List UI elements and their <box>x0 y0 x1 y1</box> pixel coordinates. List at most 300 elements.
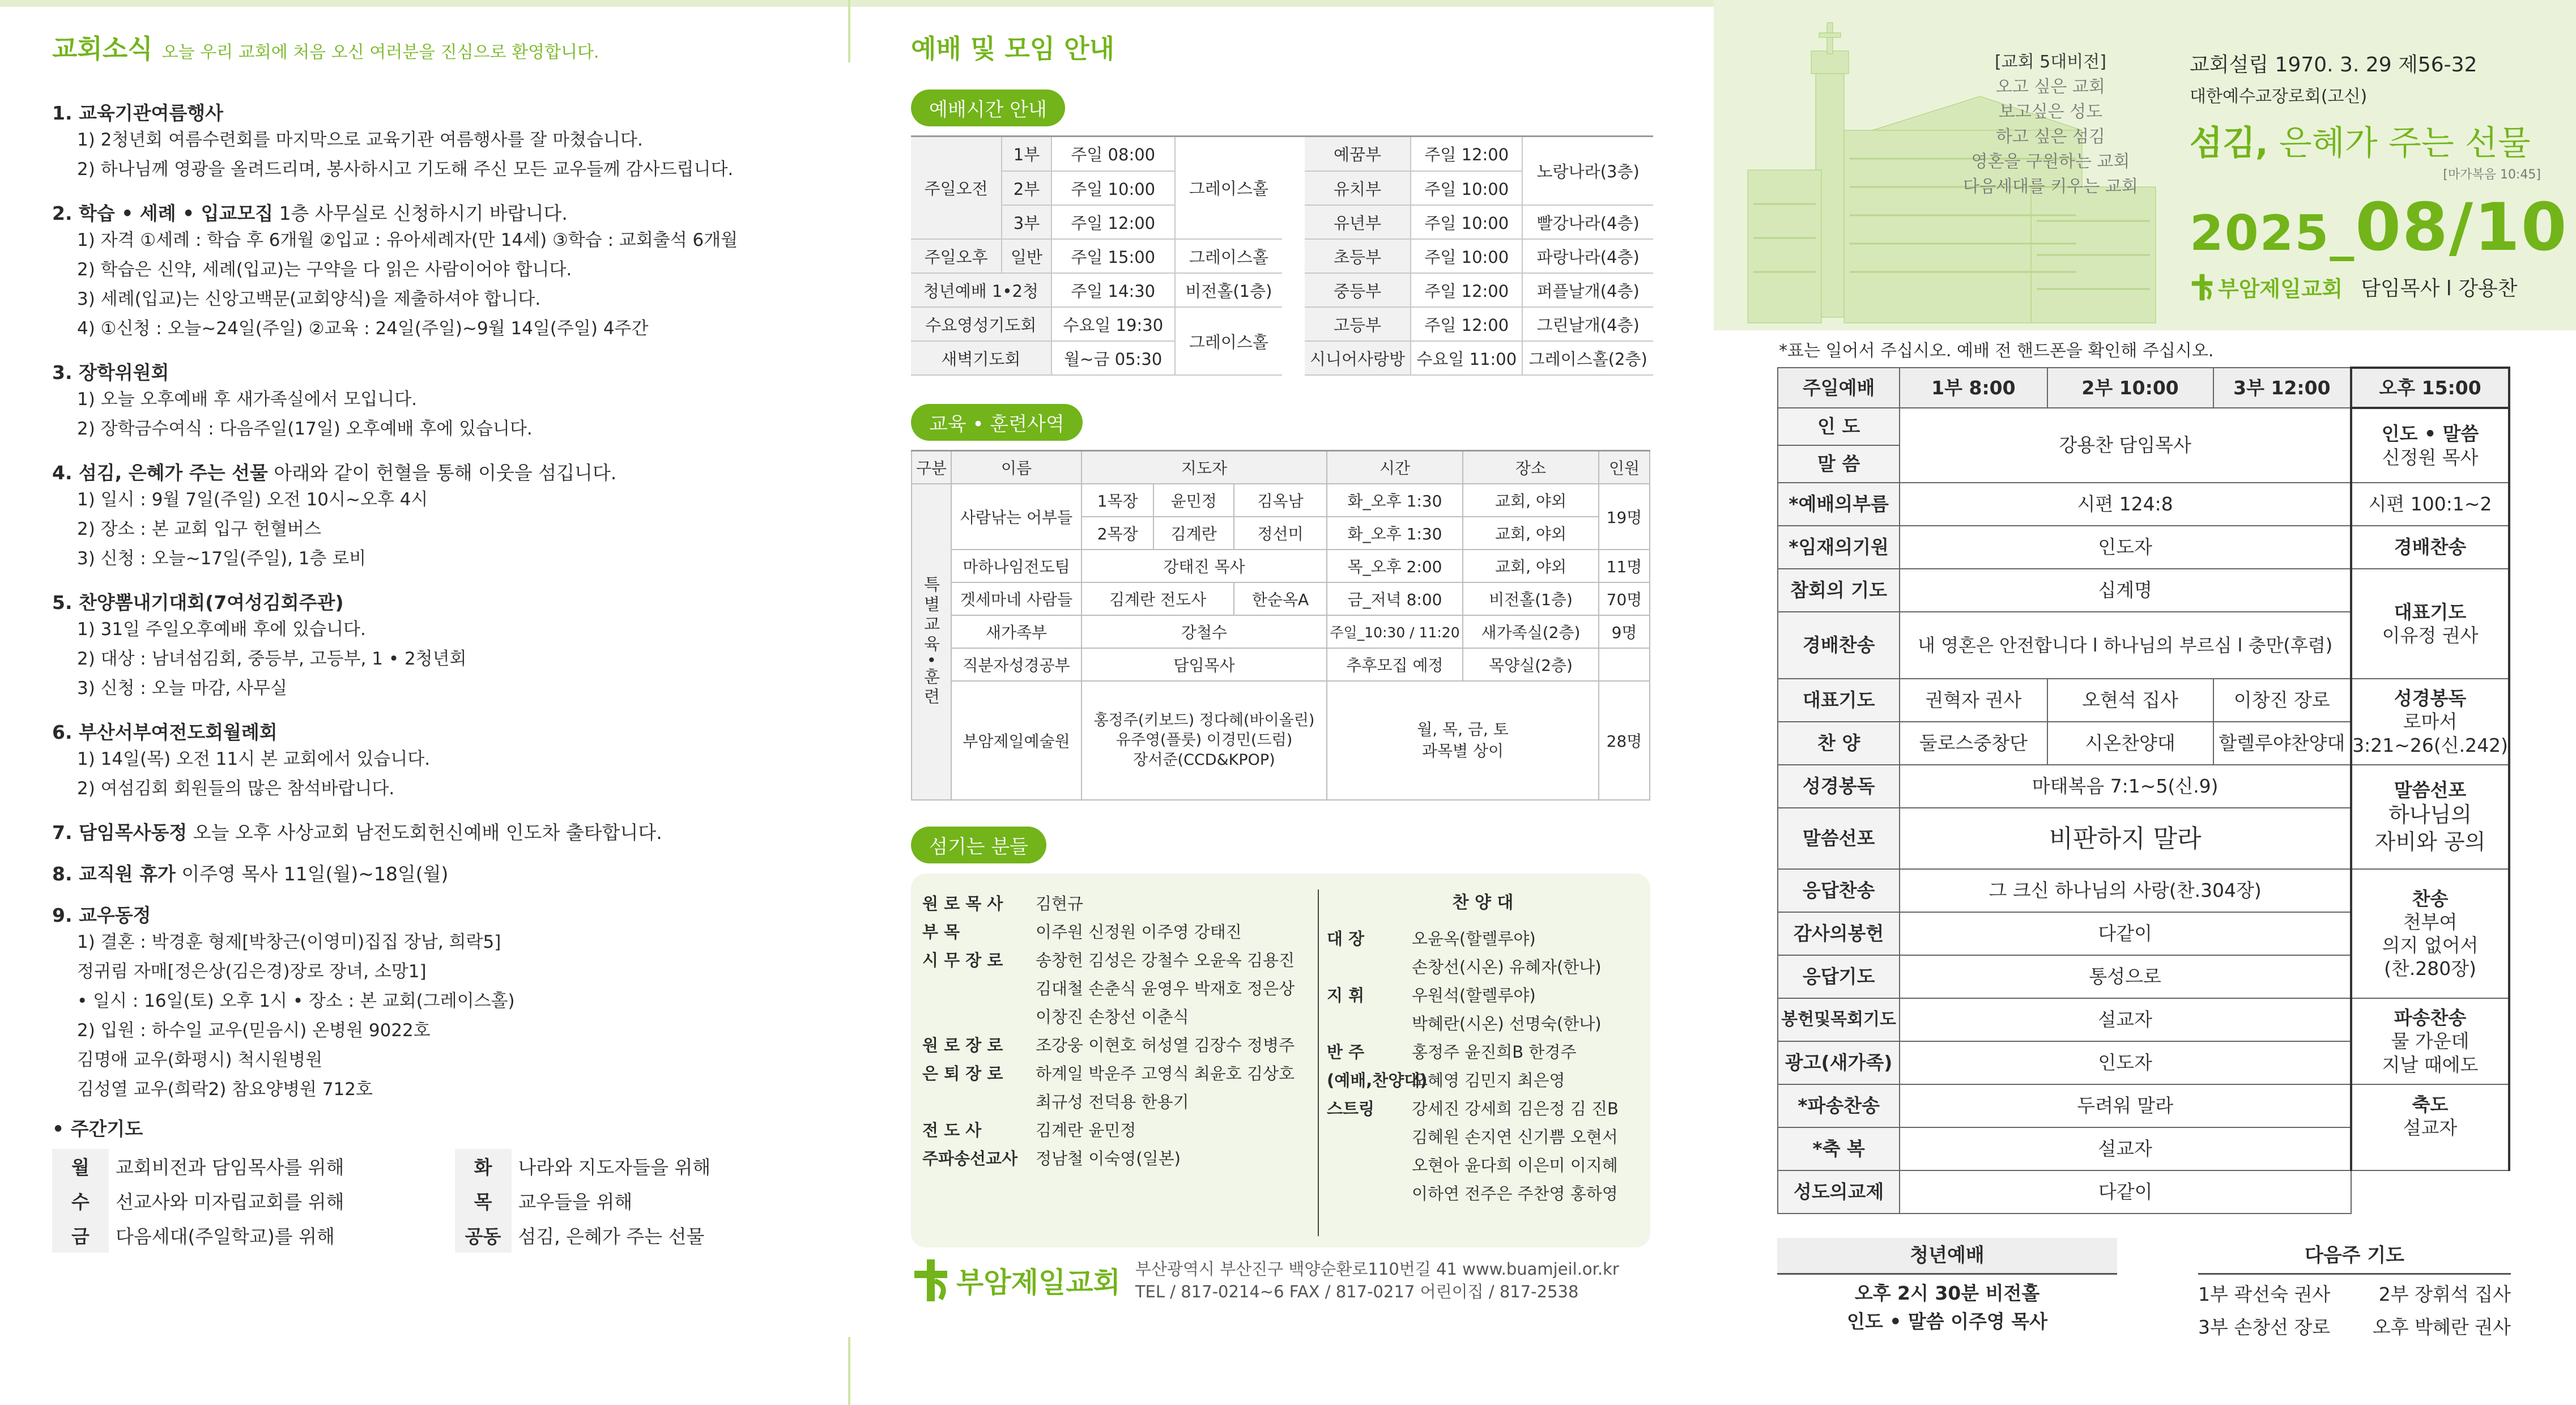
order-value: 그 크신 하나님의 사랑(찬.304장) <box>1900 869 2351 912</box>
news-item-heading <box>52 458 806 485</box>
dept-name: 초등부 <box>1305 239 1411 273</box>
news-line: 1) 2청년회 여름수련회를 마지막으로 교육기관 여름행사를 잘 마쳤습니다. <box>77 130 643 150</box>
news-heading-text: 8. 교직원 휴가 <box>52 863 176 885</box>
dept-name: 시니어사랑방 <box>1305 341 1411 375</box>
pm-value: 자비와 공의 <box>2374 829 2486 854</box>
service-name: 일반 <box>1002 239 1051 273</box>
server-row <box>922 889 1312 918</box>
edu-time: 월, 목, 금, 토 <box>1417 719 1509 739</box>
edu-side-text: 특별교육•훈련 <box>921 575 941 708</box>
vision-title: [교회 5대비전] <box>1994 52 2106 72</box>
time-tables <box>911 135 1653 376</box>
pm-value: 설교자 <box>2403 1117 2458 1139</box>
server-row <box>922 946 1312 974</box>
news-line: 김성열 교우(희락2) 참요양병원 712호 <box>77 1079 373 1100</box>
edu-lead: 정선미 <box>1234 517 1327 550</box>
serve-box <box>911 874 1650 1248</box>
edu-place: 새가족실(2층) <box>1463 615 1599 648</box>
order-label: *파송찬송 <box>1778 1084 1900 1127</box>
prayer-text: 교회비전과 담임목사를 위해 <box>116 1156 344 1178</box>
order-header: 3부 12:00 <box>2213 368 2352 408</box>
order-label: 광고(새가족) <box>1778 1041 1900 1084</box>
server-row <box>1327 1123 1639 1151</box>
server-role: 대 장 <box>1327 929 1365 948</box>
news-line: 1) 결혼 : 박경훈 형제[박창근(이영미)집집 장남, 희락5] <box>77 932 501 952</box>
order-value: 강용찬 담임목사 <box>1900 408 2351 483</box>
dept-place: 빨강나라(4층) <box>1522 205 1653 239</box>
news-item-heading <box>52 901 806 927</box>
dept-name: 유치부 <box>1305 171 1411 205</box>
theme-title <box>2190 116 2564 165</box>
news-item-heading <box>52 99 806 125</box>
server-row <box>1327 953 1639 981</box>
next-prayer: 1부 곽선숙 권사 <box>2198 1283 2331 1305</box>
order-label: 봉헌및목회기도 <box>1778 998 1900 1041</box>
server-role <box>1327 1123 1412 1151</box>
edu-lead: 장서준(CCD&KPOP) <box>1133 751 1275 769</box>
server-role: 반 주 <box>1327 1042 1365 1062</box>
order-label: 경배찬송 <box>1778 612 1900 679</box>
pm-value: 파송찬송 <box>2394 1007 2467 1029</box>
server-role <box>922 1088 1036 1116</box>
edu-side-label <box>912 484 951 800</box>
cover-text <box>2190 49 2568 303</box>
news-line: 2) 장소 : 본 교회 입구 헌혈버스 <box>77 519 321 539</box>
pm-lead-cell <box>2351 408 2509 483</box>
order-label: 성도의교제 <box>1778 1170 1900 1214</box>
fold-line-1 <box>848 0 850 62</box>
dept-place: 그레이스홀(2층) <box>1522 341 1653 375</box>
news-line: 1) 14일(목) 오전 11시 본 교회에서 있습니다. <box>77 749 431 769</box>
theme-b: 은혜가 주는 선물 <box>2268 124 2531 163</box>
order-value: 할렐루야찬양대 <box>2213 722 2352 765</box>
server-role: 전 도 사 <box>922 1120 982 1140</box>
news-panel <box>52 28 806 1253</box>
prayer-text: 섬김, 은혜가 주는 선물 <box>518 1225 705 1248</box>
server-names: 정남철 이숙영(일본) <box>1036 1148 1181 1168</box>
group-label: 주일오전 <box>911 137 1002 239</box>
year: 2025 <box>2190 205 2330 262</box>
edu-lead: 유주영(플룻) 이경민(드럼) <box>1115 731 1293 749</box>
news-title-row <box>52 28 806 66</box>
news-heading-tail: 오늘 오후 사상교회 남전도회헌신예배 인도차 출타합니다. <box>187 821 662 844</box>
order-value: 설교자 <box>1900 998 2351 1041</box>
vision-item: 보고싶은 성도 <box>1998 102 2103 122</box>
server-names: 오혜영 김민지 최은영 <box>1412 1070 1565 1090</box>
pm-prayer-cell <box>2351 569 2509 679</box>
youth-title: 청년예배 <box>1777 1238 2117 1275</box>
order-value: 둘로스중창단 <box>1900 722 2047 765</box>
news-heading-text: 3. 장학위원회 <box>52 361 169 384</box>
edu-lead: 김계란 <box>1153 517 1234 550</box>
news-line: 2) 여섬김회 회원들의 많은 참석바랍니다. <box>77 778 395 799</box>
order-label: 응답기도 <box>1778 955 1900 998</box>
choir-title: 찬 양 대 <box>1452 892 1514 913</box>
news-line: 3) 신청 : 오늘 마감, 사무실 <box>77 678 287 699</box>
server-row <box>922 1116 1312 1144</box>
vision-item: 오고 싶은 교회 <box>1995 77 2105 97</box>
dept-time: 주일 10:00 <box>1411 171 1522 205</box>
edu-place: 비전홀(1층) <box>1463 582 1599 615</box>
news-line: 정귀림 자매[정은상(김은경)장로 장녀, 소망1] <box>77 961 427 982</box>
pm-value: 로마서 <box>2403 710 2458 733</box>
prayer-title: • 주간기도 <box>52 1118 143 1140</box>
server-row <box>922 1059 1312 1088</box>
server-row <box>922 1088 1312 1116</box>
pm-value: 성경봉독 <box>2394 687 2467 710</box>
dept-time: 주일 12:00 <box>1411 307 1522 341</box>
pm-value: 축도 <box>2412 1093 2449 1116</box>
server-names: 김대철 손춘식 윤영우 박재호 정은상 <box>1036 978 1295 998</box>
order-label: 대표기도 <box>1778 679 1900 722</box>
service-time: 주일 10:00 <box>1051 171 1175 205</box>
vision-box <box>1963 50 2138 199</box>
edu-lead: 김옥남 <box>1234 484 1327 517</box>
prayer-text: 다음세대(주일학교)를 위해 <box>116 1225 335 1248</box>
news-title: 교회소식 <box>52 33 153 64</box>
weekly-prayer-table <box>52 1149 806 1253</box>
news-item-heading <box>52 859 806 886</box>
server-row <box>1327 1095 1639 1123</box>
serve-left <box>922 889 1319 1236</box>
next-prayer: 오후 박혜란 권사 <box>2372 1316 2511 1338</box>
server-row <box>1327 1038 1639 1066</box>
server-row <box>922 1003 1312 1031</box>
news-heading-text: 7. 담임목사동정 <box>52 821 188 844</box>
service-time: 월~금 05:30 <box>1051 341 1175 375</box>
order-value: 다같이 <box>1900 1170 2351 1214</box>
server-names: 김혜원 손지연 신기쁨 오현서 <box>1412 1127 1618 1147</box>
order-header: 2부 10:00 <box>2047 368 2213 408</box>
edu-place: 목양실(2층) <box>1463 648 1599 681</box>
dept-time: 주일 12:00 <box>1411 273 1522 307</box>
edu-count <box>1599 648 1650 681</box>
news-heading-text: 6. 부산서부여전도회월례회 <box>52 721 278 743</box>
edu-count: 70명 <box>1599 582 1650 615</box>
edu-time: 과목별 상이 <box>1421 741 1504 760</box>
date-underscore: _ <box>2330 205 2356 262</box>
edu-header: 장소 <box>1463 451 1599 484</box>
news-line: • 일시 : 16일(토) 오후 1시 • 장소 : 본 교회(그레이스홀) <box>77 991 515 1011</box>
footer-address: 부산광역시 부산진구 백양순환로110번길 41 www.buamjeil.or.kr <box>1135 1259 1619 1279</box>
pastor-row <box>2190 271 2564 303</box>
pm-bible-cell <box>2351 679 2509 765</box>
news-line: 1) 31일 주일오후예배 후에 있습니다. <box>77 619 366 640</box>
edu-lead: 한순옥A <box>1234 582 1327 615</box>
news-line: 4) ①신청 : 오늘~24일(주일) ②교육 : 24일(주일)~9월 14일(주일) 4주간 <box>77 318 649 339</box>
server-role <box>922 1003 1036 1031</box>
server-names: 손창선(시온) 유혜자(한나) <box>1412 957 1602 977</box>
service-name: 1부 <box>1002 137 1051 171</box>
server-names: 홍정주 윤진희B 한경주 <box>1412 1042 1577 1062</box>
dept-place: 노랑나라(3층) <box>1522 137 1653 205</box>
news-line: 김명애 교우(화평시) 척시원병원 <box>77 1050 323 1070</box>
service-place: 그레이스홀 <box>1175 137 1282 239</box>
news-line: 2) 하나님께 영광을 올려드리며, 봉사하시고 기도해 주신 모든 교우들께 감사드립니다. <box>77 159 734 180</box>
order-label: 참회의 기도 <box>1778 569 1900 612</box>
server-role <box>1327 1180 1412 1208</box>
dept-time: 주일 10:00 <box>1411 205 1522 239</box>
fold-line-1b <box>848 1337 850 1405</box>
service-name: 청년예배 1•2청 <box>911 273 1051 307</box>
order-label: *임재의기원 <box>1778 526 1900 569</box>
prayer-day: 수 <box>52 1183 109 1218</box>
server-names: 이창진 손창선 이춘식 <box>1036 1007 1189 1027</box>
edu-lead: 강철수 <box>1082 615 1327 648</box>
worship-title: 예배 및 모임 안내 <box>911 33 1115 64</box>
pm-value: 지날 때에도 <box>2382 1053 2479 1076</box>
order-label: 응답찬송 <box>1778 869 1900 912</box>
founded-info: 교회설립 1970. 3. 29 제56-32 <box>2190 53 2477 76</box>
server-row <box>1327 1010 1639 1038</box>
footer-contact <box>1135 1258 1619 1304</box>
order-value: 두려워 말라 <box>1900 1084 2351 1127</box>
prayer-day: 월 <box>52 1149 109 1183</box>
order-table <box>1777 367 2510 1214</box>
cover-church-name: 부암제일교회 <box>2218 276 2343 301</box>
service-name: 3부 <box>1002 205 1051 239</box>
order-label: 말 씀 <box>1778 445 1900 483</box>
service-time: 수요일 19:30 <box>1051 307 1175 341</box>
server-names: 이하연 전주은 주찬영 홍하영 <box>1412 1183 1618 1203</box>
pm-value: 천부여 <box>2403 910 2458 933</box>
server-role: 원 로 장 로 <box>922 1035 1003 1055</box>
pm-value: 찬송 <box>2412 887 2449 910</box>
pm-value: 3:21~26(신.242) <box>2352 734 2508 756</box>
edu-lead: 윤민정 <box>1153 484 1234 517</box>
dept-place: 파랑나라(4층) <box>1522 239 1653 273</box>
pm-value: 이유정 권사 <box>2382 624 2479 646</box>
order-header: 오후 15:00 <box>2351 368 2509 408</box>
footer-church-name: 부암제일교회 <box>956 1266 1121 1300</box>
prayer-text: 나라와 지도자들을 위해 <box>518 1156 711 1178</box>
edu-pill: 교육 • 훈련사역 <box>911 404 1083 441</box>
edu-lead: 1목장 <box>1082 484 1153 517</box>
edu-lead-cell <box>1082 681 1327 800</box>
prayer-row <box>52 1183 806 1218</box>
server-names: 최규성 전덕용 한용기 <box>1036 1092 1189 1112</box>
order-label: 인 도 <box>1778 408 1900 445</box>
choir-list <box>1327 925 1639 1208</box>
edu-count: 11명 <box>1599 550 1650 582</box>
edu-name: 겟세마네 사람들 <box>951 582 1082 615</box>
edu-header: 지도자 <box>1082 451 1327 484</box>
order-value: 설교자 <box>1900 1127 2351 1170</box>
pm-value: 경배찬송 <box>2351 526 2509 569</box>
church-logo-icon <box>911 1258 951 1302</box>
news-line: 2) 학습은 신약, 세례(입교)는 구약을 다 읽은 사람이어야 합니다. <box>77 259 572 280</box>
server-names: 우원석(할렐루야) <box>1412 985 1536 1005</box>
server-role: 지 휘 <box>1327 985 1365 1005</box>
server-role: 주파송선교사 <box>922 1148 1018 1168</box>
server-row <box>1327 981 1639 1010</box>
server-names: 송창헌 김성은 강철수 오윤옥 김용진 <box>1036 950 1295 970</box>
edu-lead: 홍정주(키보드) 정다혜(바이올린) <box>1093 711 1315 729</box>
dept-time: 주일 12:00 <box>1411 137 1522 171</box>
order-header: 주일예배 <box>1778 368 1900 408</box>
server-role: 스트링 <box>1327 1099 1375 1118</box>
order-label: 찬 양 <box>1778 722 1900 765</box>
order-label: *예배의부름 <box>1778 483 1900 526</box>
order-value: 오현석 집사 <box>2047 679 2213 722</box>
vision-item: 다음세대를 키우는 교회 <box>1963 177 2138 197</box>
edu-time: 주일_10:30 / 11:20 <box>1327 615 1463 648</box>
edu-count: 28명 <box>1599 681 1650 800</box>
server-names: 하계일 박운주 고영식 최윤호 김상호 <box>1036 1063 1295 1083</box>
edu-place: 교회, 야외 <box>1463 484 1599 517</box>
church-logo-icon <box>2190 273 2215 301</box>
edu-time: 목_오후 2:00 <box>1327 550 1463 582</box>
order-value: 시온찬양대 <box>2047 722 2213 765</box>
edu-header: 구분 <box>912 451 951 484</box>
order-value: 십계명 <box>1900 569 2351 612</box>
news-line: 2) 입원 : 하수일 교우(믿음시) 온병원 9022호 <box>77 1020 431 1041</box>
prayer-day: 목 <box>455 1183 512 1218</box>
news-line: 2) 대상 : 남녀섬김회, 중등부, 고등부, 1 • 2청년회 <box>77 649 467 669</box>
news-item-heading <box>52 818 806 845</box>
order-header: 1부 8:00 <box>1900 368 2047 408</box>
next-prayer-box <box>2198 1238 2511 1344</box>
youth-line-2: 인도 • 말씀 이주영 목사 <box>1847 1310 2047 1332</box>
order-value: 통성으로 <box>1900 955 2351 998</box>
dept-time: 수요일 11:00 <box>1411 341 1522 375</box>
server-names: 이주원 신정원 이주영 강태진 <box>1036 922 1242 942</box>
dept-name: 유년부 <box>1305 205 1411 239</box>
news-subtitle: 오늘 우리 교회에 처음 오신 여러분을 진심으로 환영합니다. <box>161 42 599 62</box>
service-time: 주일 14:30 <box>1051 273 1175 307</box>
server-role <box>1327 1151 1412 1180</box>
order-value: 인도자 <box>1900 1041 2351 1084</box>
pm-value: 신정원 목사 <box>2382 446 2479 469</box>
pm-empty <box>2351 1170 2509 1214</box>
server-role: (예배,찬양대) <box>1327 1070 1428 1090</box>
server-names: 오윤옥(할렐루야) <box>1412 929 1536 948</box>
server-role: 원 로 목 사 <box>922 893 1003 913</box>
service-place: 비전홀(1층) <box>1175 273 1282 307</box>
order-value: 다같이 <box>1900 912 2351 955</box>
server-names: 강세진 강세희 김은정 김 진B <box>1412 1099 1619 1118</box>
order-value: 권혁자 권사 <box>1900 679 2047 722</box>
order-note: *표는 일어서 주십시오. 예배 전 핸드폰을 확인해 주십시오. <box>1779 341 2214 361</box>
edu-time-cell <box>1327 681 1599 800</box>
edu-lead: 담임목사 <box>1082 648 1327 681</box>
edu-header: 이름 <box>951 451 1082 484</box>
edu-header: 시간 <box>1327 451 1463 484</box>
news-line: 1) 일시 : 9월 7일(주일) 오전 10시~오후 4시 <box>77 489 428 510</box>
service-time: 주일 12:00 <box>1051 205 1175 239</box>
news-heading-text: 9. 교우동정 <box>52 904 151 926</box>
pm-value: 시편 100:1~2 <box>2351 483 2509 526</box>
server-row <box>1327 1180 1639 1208</box>
news-heading-tail: 이주영 목사 11일(월)~18일(월) <box>175 863 449 885</box>
edu-time: 화_오후 1:30 <box>1327 484 1463 517</box>
news-list <box>52 99 806 1104</box>
prayer-row <box>52 1218 806 1253</box>
edu-header: 인원 <box>1599 451 1650 484</box>
cover-pastor: 담임목사 l 강용찬 <box>2361 277 2518 300</box>
pm-value: 하나님의 <box>2388 802 2472 828</box>
order-value: 내 영혼은 안전합니다 l 하나님의 부르심 l 충만(후렴) <box>1900 612 2351 679</box>
server-names: 김현규 <box>1036 893 1084 913</box>
time-table-right <box>1305 137 1653 376</box>
prayer-text: 선교사와 미자립교회를 위해 <box>116 1191 344 1213</box>
news-heading-text: 4. 섬김, 은혜가 주는 선물 <box>52 462 268 484</box>
order-label: *축 복 <box>1778 1127 1900 1170</box>
service-place: 그레이스홀 <box>1175 239 1282 273</box>
edu-place: 교회, 야외 <box>1463 517 1599 550</box>
pm-hymn-cell <box>2351 869 2509 998</box>
service-time: 주일 08:00 <box>1051 137 1175 171</box>
dept-place: 그린날개(4층) <box>1522 307 1653 341</box>
vision-item: 하고 싶은 섬김 <box>1995 127 2105 147</box>
news-item-heading <box>52 199 806 225</box>
service-place: 그레이스홀 <box>1175 307 1282 375</box>
next-prayer-row <box>2198 1311 2511 1344</box>
pm-send-cell <box>2351 998 2509 1084</box>
date: 08/10 <box>2355 189 2568 266</box>
edu-count: 9명 <box>1599 615 1650 648</box>
edu-time: 화_오후 1:30 <box>1327 517 1463 550</box>
edu-time: 추후모집 예정 <box>1327 648 1463 681</box>
news-line: 3) 세례(입교)는 신앙고백문(교회양식)을 제출하셔야 합니다. <box>77 289 541 309</box>
pm-value: 말씀선포 <box>2394 778 2467 801</box>
server-row <box>1327 1151 1639 1180</box>
edu-count: 19명 <box>1599 484 1650 550</box>
pm-sermon-cell <box>2351 765 2509 869</box>
time-table-left <box>911 137 1282 376</box>
server-role <box>1327 953 1412 981</box>
server-row <box>922 1144 1312 1173</box>
server-names: 조강웅 이현호 허성열 김장수 정병주 <box>1036 1035 1295 1055</box>
edu-name: 부암제일예술원 <box>951 681 1082 800</box>
service-name: 2부 <box>1002 171 1051 205</box>
news-heading-tail: 1층 사무실로 신청하시기 바랍니다. <box>273 202 568 224</box>
news-heading-text: 2. 학습 • 세례 • 입교모집 <box>52 202 274 224</box>
dept-time: 주일 10:00 <box>1411 239 1522 273</box>
news-line: 2) 장학금수여식 : 다음주일(17일) 오후예배 후에 있습니다. <box>77 419 533 439</box>
theme-a: 섬김, <box>2190 124 2268 163</box>
footer-tel: TEL / 817-0214~6 FAX / 817-0217 어린이집 / 817-2538 <box>1135 1282 1579 1302</box>
vision-item: 영혼을 구원하는 교회 <box>1971 152 2130 172</box>
service-name: 새벽기도회 <box>911 341 1051 375</box>
church-footer <box>911 1258 1653 1304</box>
edu-time: 금_저녁 8:00 <box>1327 582 1463 615</box>
server-names: 박혜란(시온) 선명숙(한나) <box>1412 1014 1602 1033</box>
cover-band <box>1714 0 2576 330</box>
order-label: 말씀선포 <box>1778 808 1900 869</box>
prayer-day: 화 <box>455 1149 512 1183</box>
dept-name: 예꿈부 <box>1305 137 1411 171</box>
next-prayer: 3부 손창선 장로 <box>2198 1316 2331 1338</box>
order-value: 이창진 장로 <box>2213 679 2352 722</box>
prayer-day: 공동 <box>455 1218 512 1253</box>
news-heading-text: 5. 찬양뽐내기대회(7여성김회주관) <box>52 591 344 614</box>
edu-name: 직분자성경공부 <box>951 648 1082 681</box>
server-row <box>922 1031 1312 1059</box>
pm-value: 의지 없어서 <box>2382 934 2479 956</box>
youth-line-1: 오후 2시 30분 비전홀 <box>1854 1282 2040 1304</box>
prayer-row <box>52 1149 806 1183</box>
pm-value: 물 가운데 <box>2391 1030 2469 1053</box>
news-item-heading <box>52 358 806 385</box>
date-row <box>2190 189 2568 266</box>
edu-name: 새가족부 <box>951 615 1082 648</box>
edu-name: 마하나임전도팀 <box>951 550 1082 582</box>
server-role: 시 무 장 로 <box>922 950 1003 970</box>
pm-value: (찬.280장) <box>2384 957 2477 980</box>
news-line: 1) 자격 ①세례 : 학습 후 6개월 ②입교 : 유아세례자(만 14세) ③학습 : 교회출석 6개월 <box>77 230 738 250</box>
server-role <box>922 974 1036 1003</box>
